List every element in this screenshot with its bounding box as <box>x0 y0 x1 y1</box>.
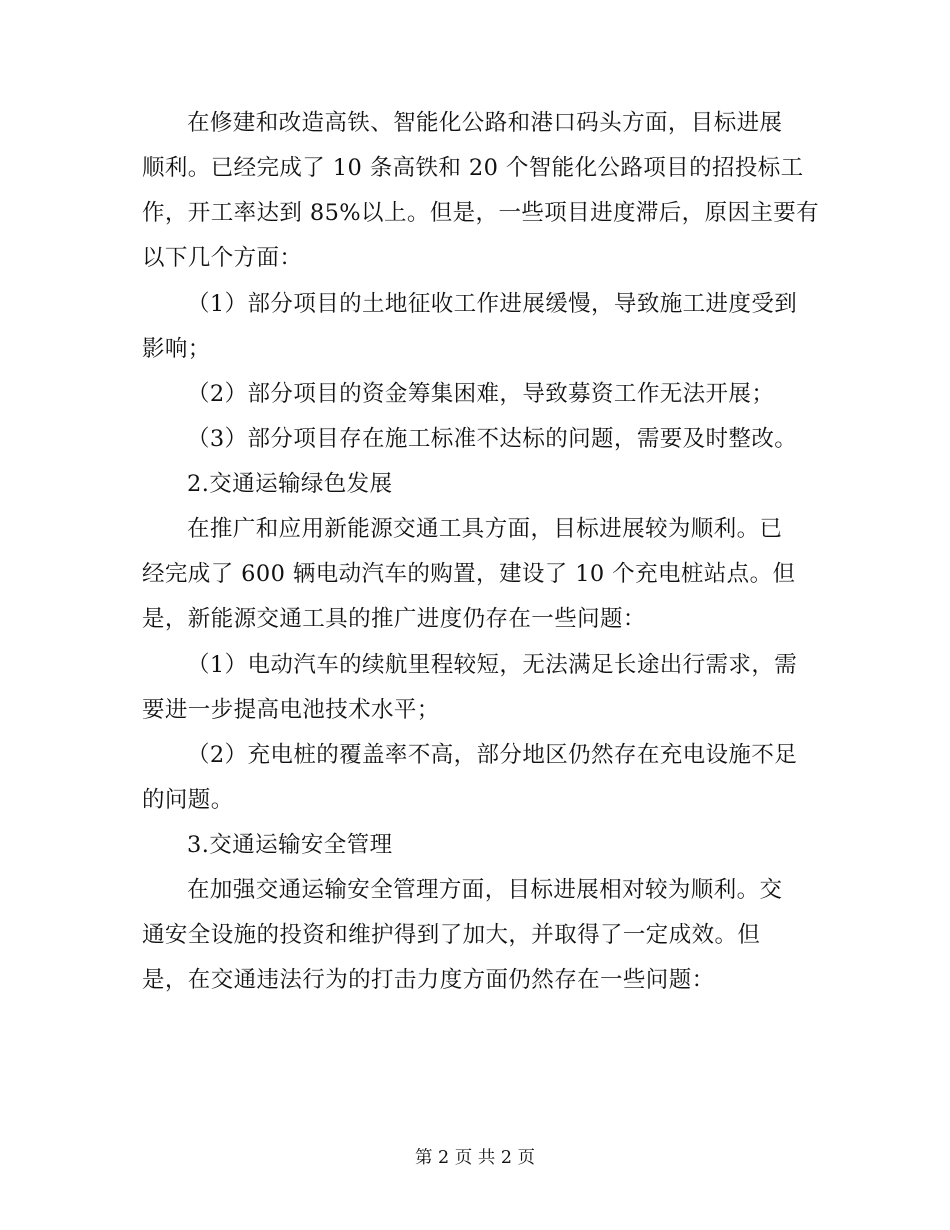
paragraph-line: 在修建和改造高铁、智能化公路和港口码头方面，目标进展 <box>187 110 783 136</box>
paragraph-line: 以下几个方面： <box>142 245 303 271</box>
section-heading: 3.交通运输安全管理 <box>187 832 393 858</box>
paragraph-line: 是，新能源交通工具的推广进度仍存在一些问题： <box>142 606 646 632</box>
paragraph-line: 是，在交通违法行为的打击力度方面仍然存在一些问题： <box>142 967 715 993</box>
paragraph-line: 作，开工率达到 85%以上。但是，一些项目进度滞后，原因主要有 <box>142 200 820 226</box>
list-item-line: 的问题。 <box>142 787 234 813</box>
list-item-line: （1）电动汽车的续航里程较短，无法满足长途出行需求，需 <box>187 652 798 678</box>
paragraph-line: 顺利。已经完成了 10 条高铁和 20 个智能化公路项目的招投标工 <box>142 155 804 181</box>
list-item-line: （3）部分项目存在施工标准不达标的问题，需要及时整改。 <box>187 426 798 452</box>
list-item-line: （2）部分项目的资金筹集困难，导致募资工作无法开展； <box>187 381 775 407</box>
paragraph-line: 通安全设施的投资和维护得到了加大，并取得了一定成效。但 <box>142 922 761 948</box>
list-item-line: 要进一步提高电池技术水平； <box>142 697 440 723</box>
list-item-line: （2）充电桩的覆盖率不高，部分地区仍然存在充电设施不足 <box>187 742 798 768</box>
page-number-footer: 第 2 页 共 2 页 <box>414 1148 536 1168</box>
paragraph-line: 在加强交通运输安全管理方面，目标进展相对较为顺利。交 <box>187 877 783 903</box>
paragraph-line: 在推广和应用新能源交通工具方面，目标进展较为顺利。已 <box>187 516 783 542</box>
paragraph-line: 经完成了 600 辆电动汽车的购置，建设了 10 个充电桩站点。但 <box>142 561 796 587</box>
list-item-line: （1）部分项目的土地征收工作进展缓慢，导致施工进度受到 <box>187 291 798 317</box>
section-heading: 2.交通运输绿色发展 <box>187 471 393 497</box>
list-item-line: 影响； <box>142 336 211 362</box>
